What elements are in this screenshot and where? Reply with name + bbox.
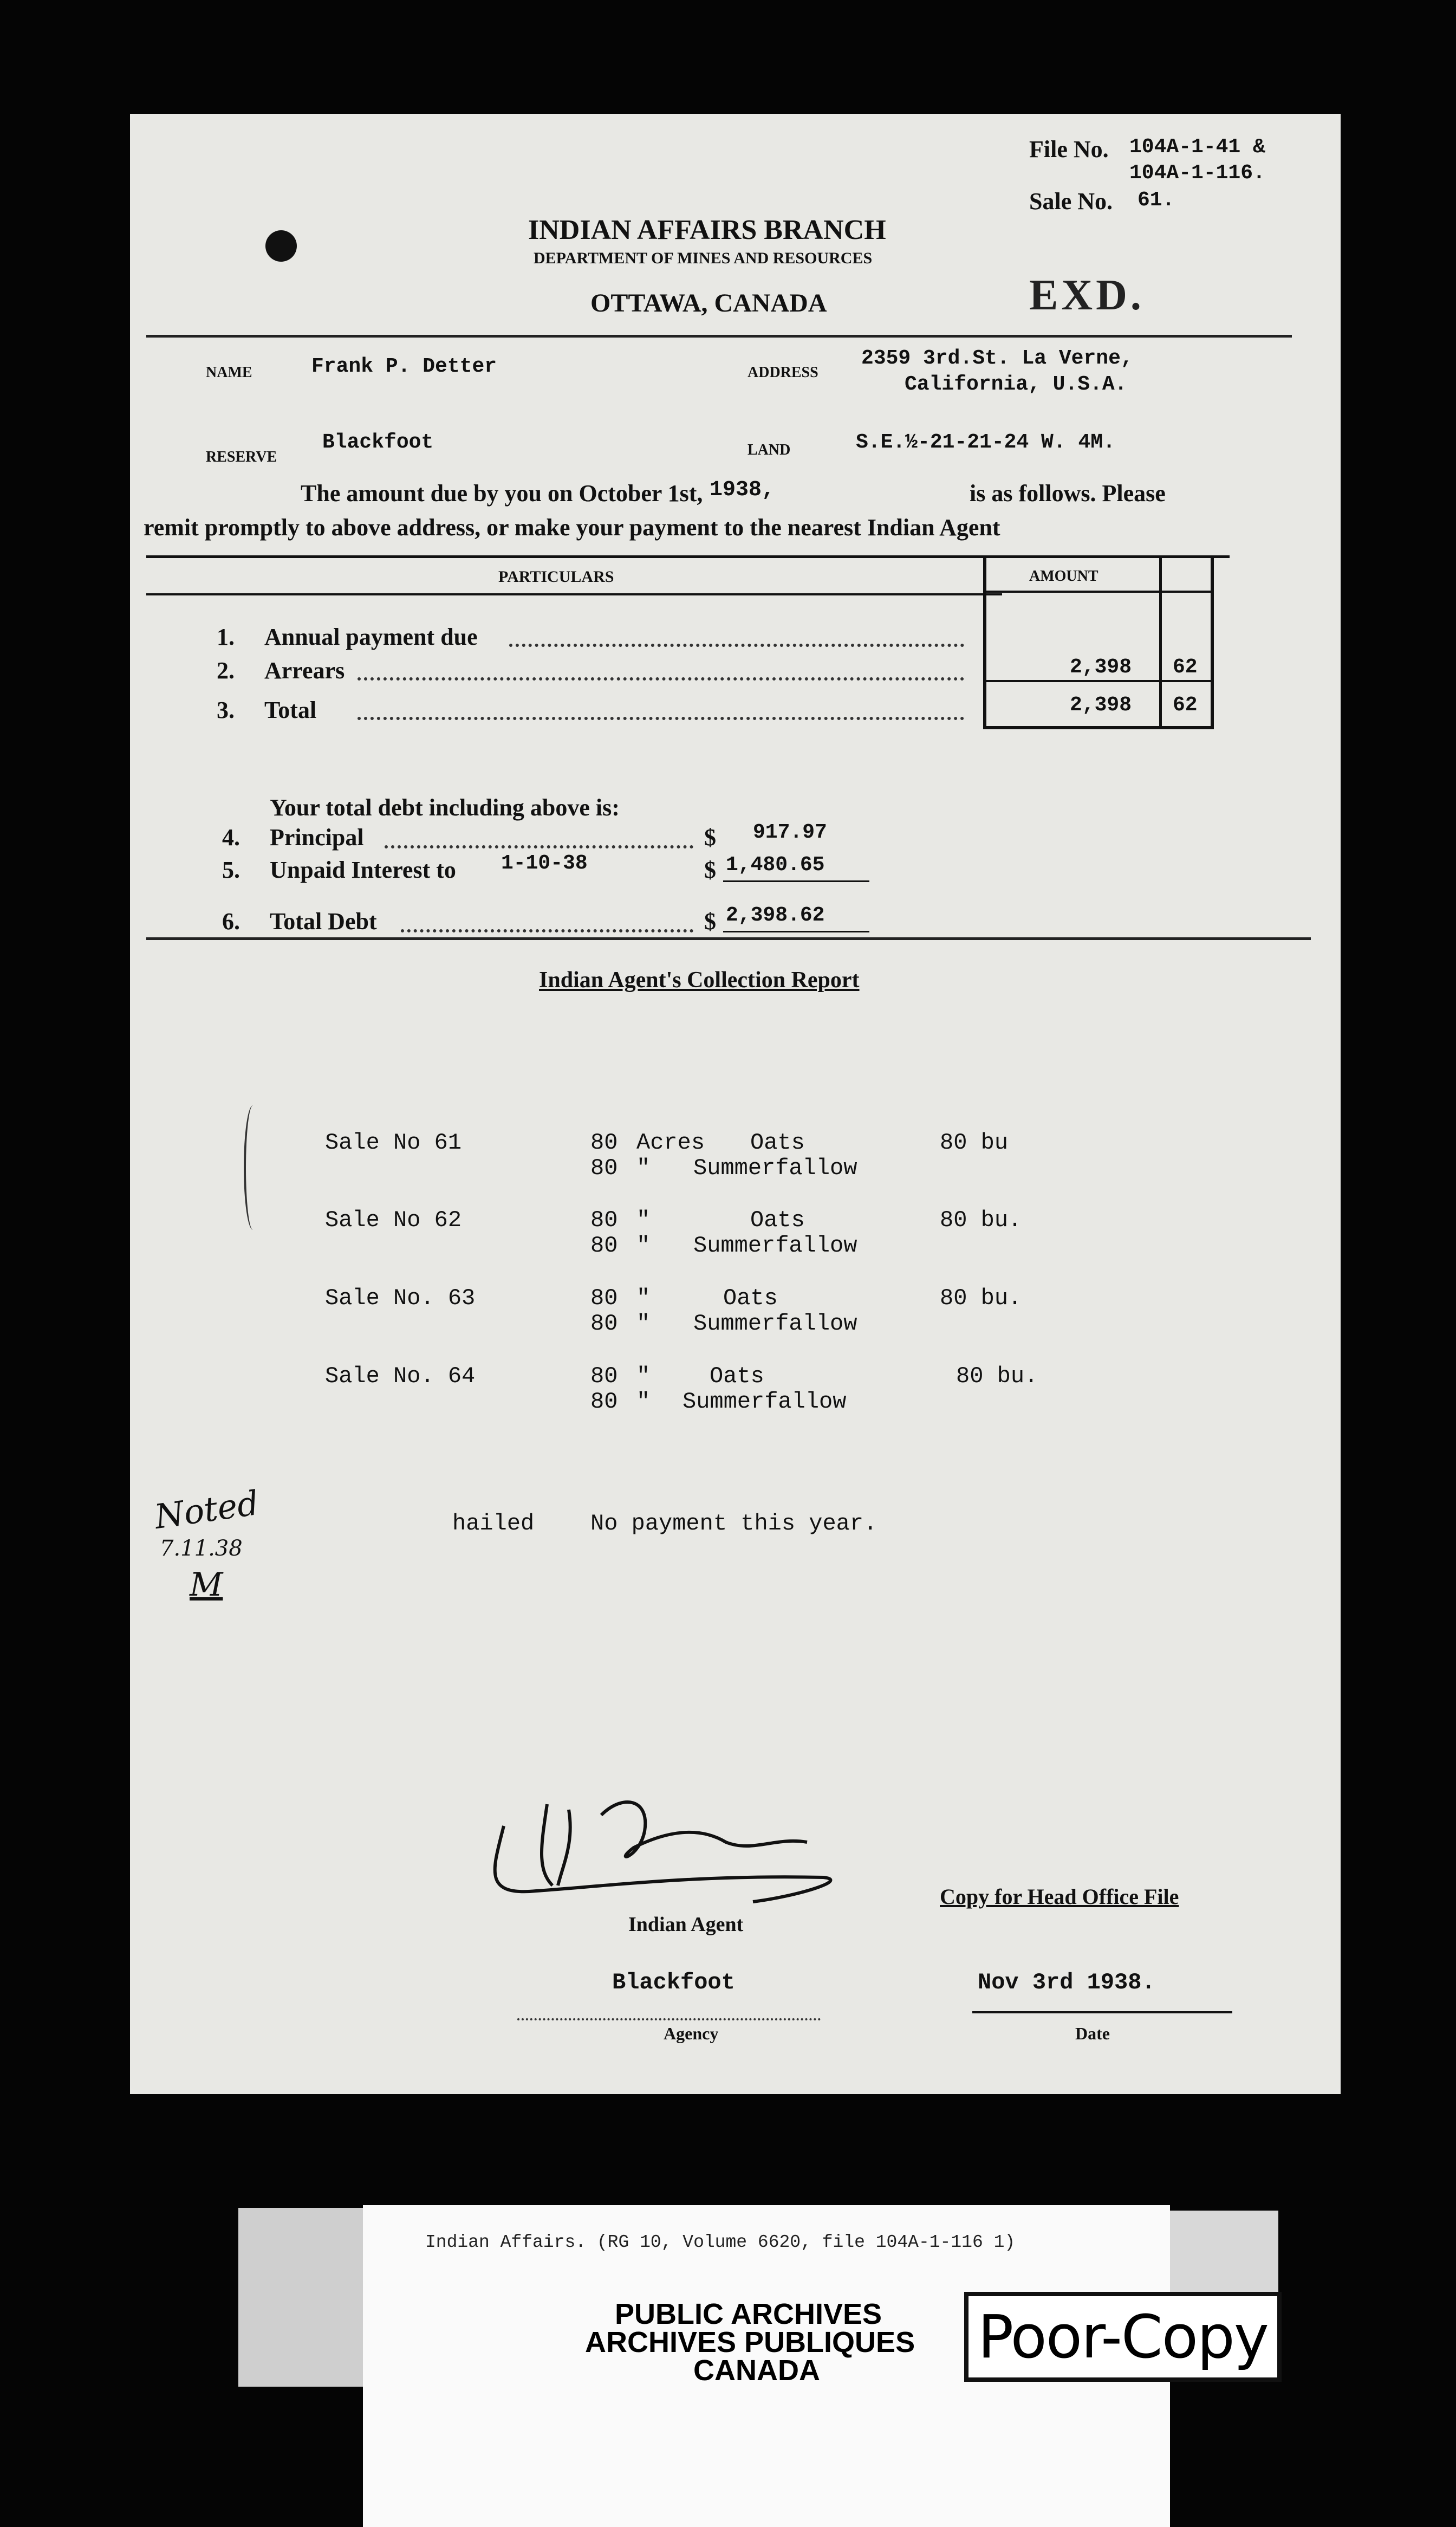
sale-62-unit2: " (636, 1233, 651, 1259)
sale-64-yield: 80 bu. (956, 1363, 1038, 1389)
sale-61-crop1: Oats (750, 1130, 805, 1156)
reserve-label: RESERVE (206, 449, 277, 465)
row-1-leader (509, 644, 964, 647)
debt-6-underline (723, 931, 869, 932)
debt-5-underline (723, 880, 869, 882)
row-3-leader (358, 717, 964, 720)
row-3-num: 3. (217, 697, 235, 723)
sale-63-qty1: 80 (590, 1285, 618, 1311)
land-value: S.E.½-21-21-24 W. 4M. (856, 431, 1115, 454)
notice-line-1-start: The amount due by you on October 1st, (301, 480, 703, 507)
debt-5-date: 1-10-38 (501, 852, 588, 875)
sale-64-qty2: 80 (590, 1389, 618, 1415)
noted-annotation: Noted (152, 1482, 262, 1537)
sale-62-qty1: 80 (590, 1207, 618, 1233)
amount-header-rule (983, 591, 1214, 593)
sale-62-crop2: Summerfallow (693, 1233, 857, 1259)
debt-5-value: 1,480.65 (726, 853, 825, 877)
section-rule (146, 937, 1311, 940)
notice-year: 1938, (710, 478, 775, 502)
amount-total-rule (983, 680, 1214, 682)
particulars-header: PARTICULARS (498, 568, 614, 586)
hole-punch (265, 230, 297, 262)
archive-line-1: PUBLIC ARCHIVES (615, 2298, 882, 2330)
sale-63-unit1: " (636, 1285, 651, 1311)
document-page (130, 114, 1341, 2094)
address-line-1: 2359 3rd.St. La Verne, (861, 347, 1133, 370)
amount-box-bottom (983, 726, 1214, 729)
agency-label: Agency (664, 2024, 719, 2043)
sale-61-qty2: 80 (590, 1155, 618, 1181)
file-no-label: File No. (1029, 136, 1109, 163)
address-line-2: California, U.S.A. (905, 373, 1127, 396)
file-no-2: 104A-1-116. (1129, 161, 1265, 185)
debt-6-label: Total Debt (270, 908, 377, 935)
sale-62-qty2: 80 (590, 1233, 618, 1259)
name-label: NAME (206, 364, 252, 381)
sale-63-label: Sale No. 63 (325, 1285, 476, 1311)
debt-6-leader (401, 929, 693, 932)
exd-stamp: EXD. (1029, 271, 1145, 319)
remark-text: No payment this year. (590, 1511, 877, 1537)
sale-61-label: Sale No 61 (325, 1130, 462, 1156)
notice-line-1-end: is as follows. Please (970, 480, 1166, 507)
agency-line (517, 2018, 821, 2020)
sale-63-crop1: Oats (723, 1285, 778, 1311)
date-value: Nov 3rd 1938. (978, 1969, 1155, 1995)
row-3-dollars: 2,398 (1070, 694, 1132, 717)
debt-5-dollar: $ (704, 857, 716, 883)
sale-61-qty1: 80 (590, 1130, 618, 1156)
strip-left-tab (238, 2208, 363, 2387)
sale-64-label: Sale No. 64 (325, 1363, 476, 1389)
debt-6-value: 2,398.62 (726, 904, 825, 927)
poor-copy-stamp: Poor-Copy (964, 2292, 1282, 2382)
sale-62-unit1: " (636, 1207, 651, 1233)
row-3-label: Total (264, 697, 317, 723)
date-line (972, 2011, 1232, 2013)
debt-4-num: 4. (222, 824, 240, 851)
address-label: ADDRESS (748, 364, 818, 381)
sale-64-crop1: Oats (710, 1363, 764, 1389)
city-title: OTTAWA, CANADA (590, 289, 827, 318)
amount-box-mid (1159, 555, 1162, 729)
debt-5-num: 5. (222, 857, 240, 883)
noted-date: 7.11.38 (160, 1536, 243, 1561)
date-label: Date (1075, 2024, 1110, 2043)
department-title: DEPARTMENT OF MINES AND RESOURCES (534, 249, 873, 267)
sale-64-crop2: Summerfallow (682, 1389, 847, 1415)
agency-value: Blackfoot (612, 1969, 735, 1995)
sale-63-unit2: " (636, 1311, 651, 1337)
sale-63-yield: 80 bu. (940, 1285, 1022, 1311)
sale-no-value: 61. (1138, 189, 1175, 212)
row-2-dollars: 2,398 (1070, 656, 1132, 679)
sale-61-unit2: " (636, 1155, 651, 1181)
signature-text: G.H. Gooderham (580, 1811, 626, 1817)
row-3-cents: 62 (1173, 694, 1198, 717)
noted-initial: M (190, 1566, 223, 1604)
notice-line-2: remit promptly to above address, or make your payment to the nearest Indian Agent (144, 514, 1000, 541)
archive-reference: Indian Affairs. (RG 10, Volume 6620, file 104A-1-116 1) (425, 2232, 1016, 2252)
sale-62-yield: 80 bu. (940, 1207, 1022, 1233)
sale-63-qty2: 80 (590, 1311, 618, 1337)
row-1-label: Annual payment due (264, 624, 478, 650)
debt-6-dollar: $ (704, 908, 716, 935)
sale-62-crop1: Oats (750, 1207, 805, 1233)
row-2-num: 2. (217, 657, 235, 684)
row-2-leader (358, 677, 964, 681)
table-header-rule (146, 593, 1002, 595)
sale-64-unit1: " (636, 1363, 651, 1389)
file-no-1: 104A-1-41 & (1129, 135, 1265, 159)
branch-title: INDIAN AFFAIRS BRANCH (528, 215, 886, 245)
row-2-label: Arrears (264, 657, 345, 684)
sale-61-yield: 80 bu (940, 1130, 1009, 1156)
debt-4-leader (385, 845, 693, 848)
report-title: Indian Agent's Collection Report (539, 968, 860, 993)
sale-64-qty1: 80 (590, 1363, 618, 1389)
sale-no-label: Sale No. (1029, 188, 1113, 215)
debt-heading: Your total debt including above is: (270, 794, 620, 821)
header-rule (146, 335, 1292, 338)
archive-line-3: CANADA (693, 2354, 820, 2387)
sale-64-unit2: " (636, 1389, 651, 1415)
indian-agent-label: Indian Agent (628, 1913, 744, 1936)
sale-63-crop2: Summerfallow (693, 1311, 857, 1337)
debt-4-value: 917.97 (753, 821, 827, 844)
amount-box-right (1211, 555, 1214, 729)
copy-label: Copy for Head Office File (940, 1884, 1179, 1909)
archive-line-2: ARCHIVES PUBLIQUES (585, 2326, 915, 2358)
amount-box-left (983, 555, 986, 729)
margin-bracket (244, 1105, 262, 1230)
table-top-rule (146, 555, 1230, 558)
name-value: Frank P. Detter (311, 355, 497, 378)
remark-word: hailed (452, 1511, 535, 1537)
land-label: LAND (748, 442, 791, 458)
debt-4-label: Principal (270, 824, 364, 851)
debt-4-dollar: $ (704, 824, 716, 851)
amount-header: AMOUNT (1029, 568, 1098, 585)
row-2-cents: 62 (1173, 656, 1198, 679)
debt-5-label: Unpaid Interest to (270, 857, 456, 883)
row-1-num: 1. (217, 624, 235, 650)
sale-61-crop2: Summerfallow (693, 1155, 857, 1181)
debt-6-num: 6. (222, 908, 240, 935)
sale-62-label: Sale No 62 (325, 1207, 462, 1233)
signature-flourish (471, 1783, 1013, 1923)
sale-61-unit1: Acres (636, 1130, 705, 1156)
reserve-value: Blackfoot (322, 431, 434, 454)
